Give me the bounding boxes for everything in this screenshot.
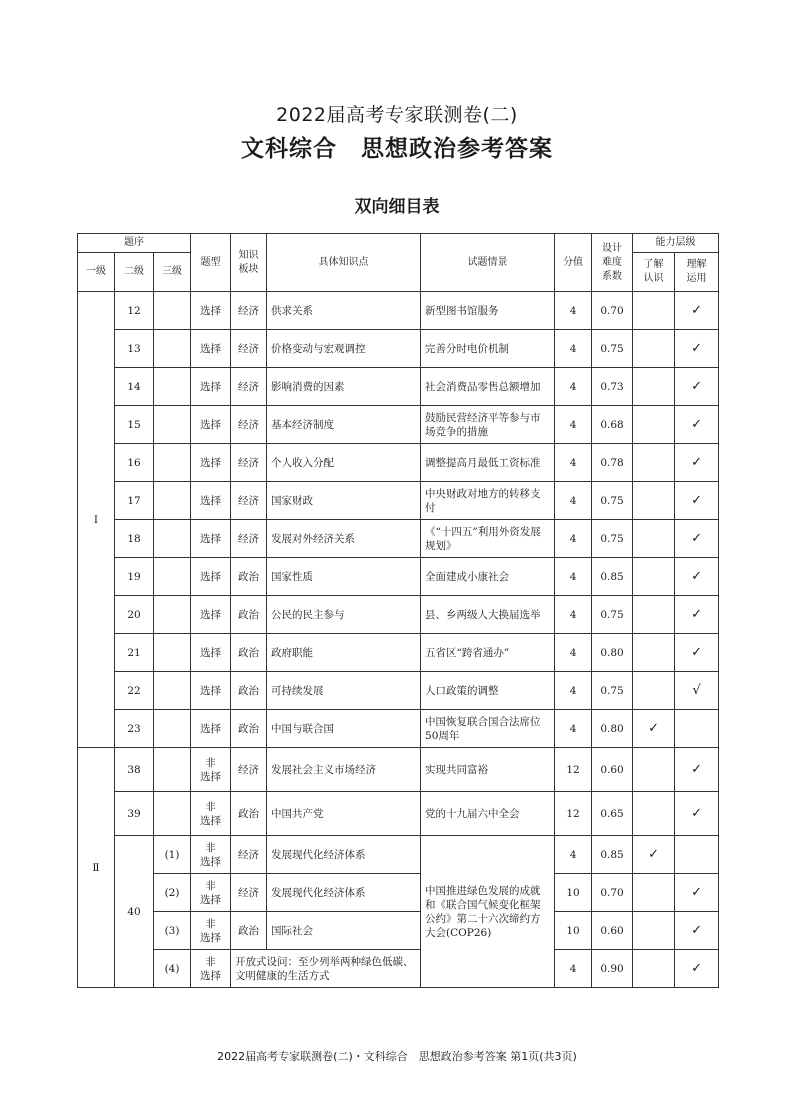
sub-question — [154, 330, 191, 368]
knowledge-point: 中国共产党 — [267, 792, 421, 836]
type-line2: 选择 — [200, 770, 222, 783]
knowledge-point: 基本经济制度 — [267, 406, 421, 444]
header-block — [231, 234, 267, 292]
sub-question: (3) — [154, 912, 191, 950]
type-line1: 非 — [205, 841, 216, 854]
table-row — [78, 520, 719, 558]
header-diff-line1: 设计 — [602, 242, 623, 254]
difficulty-cell: 0.65 — [592, 792, 633, 836]
ability-know-check — [633, 950, 675, 988]
sub-question — [154, 406, 191, 444]
knowledge-block: 经济 — [231, 368, 267, 406]
table-row — [78, 596, 719, 634]
table-row — [78, 406, 719, 444]
header-ab2-line1: 理解 — [686, 259, 707, 270]
difficulty-cell: 0.73 — [592, 368, 633, 406]
header-type: 题型 — [191, 234, 231, 292]
score-cell: 4 — [555, 950, 592, 988]
difficulty-cell: 0.80 — [592, 634, 633, 672]
scenario-cell: 全面建成小康社会 — [421, 558, 555, 596]
knowledge-block: 政治 — [231, 710, 267, 748]
ability-know-check — [633, 368, 675, 406]
table-row — [78, 950, 719, 988]
question-number: 13 — [115, 330, 154, 368]
question-number: 19 — [115, 558, 154, 596]
difficulty-cell: 0.60 — [592, 748, 633, 792]
scenario-cell: 党的十九届六中全会 — [421, 792, 555, 836]
sub-question — [154, 558, 191, 596]
scenario-cell: 新型图书馆服务 — [421, 292, 555, 330]
ability-apply-check: ✓ — [675, 874, 719, 912]
ability-apply-check: ✓ — [675, 406, 719, 444]
knowledge-point: 价格变动与宏观调控 — [267, 330, 421, 368]
knowledge-point: 供求关系 — [267, 292, 421, 330]
knowledge-point: 开放式设问：至少列举两种绿色低碳、文明健康的生活方式 — [231, 950, 421, 988]
ability-know-check — [633, 406, 675, 444]
knowledge-point: 发展现代化经济体系 — [267, 874, 421, 912]
knowledge-block: 经济 — [231, 836, 267, 874]
type-line2: 选择 — [200, 814, 222, 827]
ability-apply-check: ✓ — [675, 520, 719, 558]
type-cell: 选择 — [191, 330, 231, 368]
ability-know-check — [633, 444, 675, 482]
score-cell: 4 — [555, 368, 592, 406]
sub-question: (1) — [154, 836, 191, 874]
ability-know-check: ✓ — [633, 836, 675, 874]
table-row — [78, 368, 719, 406]
ability-know-check — [633, 792, 675, 836]
ability-know-check — [633, 558, 675, 596]
sub-question — [154, 444, 191, 482]
ability-know-check — [633, 596, 675, 634]
type-line2: 选择 — [200, 893, 222, 906]
knowledge-point: 政府职能 — [267, 634, 421, 672]
header-scenario: 试题情景 — [421, 234, 555, 292]
page-footer: 2022届高考专家联测卷(二)・文科综合 思想政治参考答案 第1页(共3页) — [217, 1050, 577, 1063]
specification-table — [77, 233, 719, 988]
knowledge-block: 经济 — [231, 292, 267, 330]
score-cell: 10 — [555, 874, 592, 912]
score-cell: 4 — [555, 482, 592, 520]
ability-apply-check: ✓ — [675, 634, 719, 672]
difficulty-cell: 0.80 — [592, 710, 633, 748]
knowledge-block: 经济 — [231, 406, 267, 444]
ability-know-check — [633, 520, 675, 558]
header-ab1-line1: 了解 — [643, 259, 664, 270]
knowledge-point: 可持续发展 — [267, 672, 421, 710]
ability-apply-check — [675, 836, 719, 874]
difficulty-cell: 0.60 — [592, 912, 633, 950]
section-two: Ⅱ — [78, 748, 115, 988]
knowledge-block: 经济 — [231, 482, 267, 520]
scenario-cell: 中央财政对地方的转移支付 — [421, 482, 555, 520]
question-number: 12 — [115, 292, 154, 330]
knowledge-point: 国家性质 — [267, 558, 421, 596]
scenario-cell-q40: 中国推进绿色发展的成就和《联合国气候变化框架公约》第二十六次缔约方大会(COP26) — [421, 836, 555, 988]
score-cell: 4 — [555, 672, 592, 710]
sub-question — [154, 748, 191, 792]
difficulty-cell: 0.85 — [592, 836, 633, 874]
sub-question — [154, 596, 191, 634]
knowledge-point: 影响消费的因素 — [267, 368, 421, 406]
table-row — [78, 444, 719, 482]
type-line1: 非 — [205, 800, 216, 813]
score-cell: 12 — [555, 748, 592, 792]
header-block-line2: 板块 — [238, 263, 259, 275]
header-diff-line2: 难度 — [602, 256, 623, 268]
header-ab1-line2: 认识 — [643, 273, 664, 284]
document-title: 2022届高考专家联测卷(二) — [276, 104, 518, 126]
table-row — [78, 634, 719, 672]
score-cell: 4 — [555, 292, 592, 330]
scenario-cell: 人口政策的调整 — [421, 672, 555, 710]
sub-question — [154, 792, 191, 836]
table-row — [78, 292, 719, 330]
table-row — [78, 558, 719, 596]
sub-question: (2) — [154, 874, 191, 912]
ability-apply-check: ✓ — [675, 482, 719, 520]
score-cell: 12 — [555, 792, 592, 836]
type-cell: 选择 — [191, 596, 231, 634]
sub-question — [154, 672, 191, 710]
knowledge-block: 政治 — [231, 792, 267, 836]
question-number: 18 — [115, 520, 154, 558]
type-line1: 非 — [205, 955, 216, 968]
table-row — [78, 482, 719, 520]
sub-question — [154, 520, 191, 558]
ability-know-check — [633, 330, 675, 368]
question-number: 14 — [115, 368, 154, 406]
knowledge-point: 国际社会 — [267, 912, 421, 950]
header-ability-apply — [675, 253, 719, 292]
ability-know-check — [633, 482, 675, 520]
type-line2: 选择 — [200, 969, 222, 982]
type-line1: 非 — [205, 879, 216, 892]
difficulty-cell: 0.75 — [592, 482, 633, 520]
table-row — [78, 836, 719, 874]
table-row — [78, 912, 719, 950]
header-level1: 一级 — [78, 253, 115, 292]
table-row — [78, 874, 719, 912]
knowledge-point: 发展社会主义市场经济 — [267, 748, 421, 792]
type-cell — [191, 874, 231, 912]
ability-apply-check: ✓ — [675, 950, 719, 988]
ability-apply-check: ✓ — [675, 444, 719, 482]
knowledge-point: 发展对外经济关系 — [267, 520, 421, 558]
ability-know-check — [633, 634, 675, 672]
scenario-cell: 社会消费品零售总额增加 — [421, 368, 555, 406]
score-cell: 4 — [555, 596, 592, 634]
knowledge-block: 经济 — [231, 520, 267, 558]
question-number: 38 — [115, 748, 154, 792]
knowledge-point: 中国与联合国 — [267, 710, 421, 748]
header-ability: 能力层级 — [633, 234, 719, 253]
score-cell: 4 — [555, 836, 592, 874]
header-level3: 三级 — [154, 253, 191, 292]
ability-apply-check: ✓ — [675, 330, 719, 368]
table-row — [78, 672, 719, 710]
ability-apply-check: ✓ — [675, 912, 719, 950]
header-ability-know — [633, 253, 675, 292]
header-level2: 二级 — [115, 253, 154, 292]
sub-question — [154, 710, 191, 748]
difficulty-cell: 0.75 — [592, 596, 633, 634]
knowledge-block: 经济 — [231, 748, 267, 792]
header-difficulty — [592, 234, 633, 292]
difficulty-cell: 0.75 — [592, 330, 633, 368]
question-number: 17 — [115, 482, 154, 520]
ability-know-check — [633, 912, 675, 950]
question-number: 22 — [115, 672, 154, 710]
knowledge-block: 政治 — [231, 912, 267, 950]
type-cell: 选择 — [191, 520, 231, 558]
difficulty-cell: 0.68 — [592, 406, 633, 444]
sub-question — [154, 368, 191, 406]
ability-know-check — [633, 748, 675, 792]
knowledge-block: 经济 — [231, 444, 267, 482]
ability-apply-check: ✓ — [675, 368, 719, 406]
type-cell: 选择 — [191, 558, 231, 596]
knowledge-block: 经济 — [231, 330, 267, 368]
ability-apply-check: ✓ — [675, 558, 719, 596]
header-ab2-line2: 运用 — [686, 273, 707, 284]
scenario-cell: 五省区“跨省通办” — [421, 634, 555, 672]
type-cell: 选择 — [191, 482, 231, 520]
ability-apply-check: ✓ — [675, 792, 719, 836]
knowledge-block: 经济 — [231, 874, 267, 912]
table-row — [78, 710, 719, 748]
type-cell: 选择 — [191, 406, 231, 444]
score-cell: 4 — [555, 520, 592, 558]
sub-question — [154, 482, 191, 520]
difficulty-cell: 0.75 — [592, 520, 633, 558]
difficulty-cell: 0.85 — [592, 558, 633, 596]
difficulty-cell: 0.70 — [592, 874, 633, 912]
knowledge-point: 个人收入分配 — [267, 444, 421, 482]
scenario-cell: 完善分时电价机制 — [421, 330, 555, 368]
knowledge-block: 政治 — [231, 558, 267, 596]
type-cell: 选择 — [191, 672, 231, 710]
question-number: 23 — [115, 710, 154, 748]
scenario-cell: 县、乡两级人大换届选举 — [421, 596, 555, 634]
type-cell — [191, 792, 231, 836]
sub-question — [154, 292, 191, 330]
difficulty-cell: 0.78 — [592, 444, 633, 482]
scenario-cell: 中国恢复联合国合法席位50周年 — [421, 710, 555, 748]
knowledge-block: 政治 — [231, 634, 267, 672]
sub-question — [154, 634, 191, 672]
difficulty-cell: 0.75 — [592, 672, 633, 710]
type-cell — [191, 748, 231, 792]
type-cell: 选择 — [191, 710, 231, 748]
score-cell: 4 — [555, 710, 592, 748]
difficulty-cell: 0.70 — [592, 292, 633, 330]
type-line1: 非 — [205, 756, 216, 769]
type-cell: 选择 — [191, 444, 231, 482]
score-cell: 4 — [555, 330, 592, 368]
score-cell: 4 — [555, 406, 592, 444]
ability-apply-check: √ — [675, 672, 719, 710]
question-number: 20 — [115, 596, 154, 634]
scenario-cell: 鼓励民营经济平等参与市场竞争的措施 — [421, 406, 555, 444]
score-cell: 4 — [555, 634, 592, 672]
type-line1: 非 — [205, 917, 216, 930]
question-number: 21 — [115, 634, 154, 672]
type-cell: 选择 — [191, 634, 231, 672]
header-score: 分值 — [555, 234, 592, 292]
ability-know-check — [633, 672, 675, 710]
document-subtitle: 文科综合 思想政治参考答案 — [241, 136, 553, 162]
score-cell: 10 — [555, 912, 592, 950]
ability-apply-check — [675, 710, 719, 748]
table-row — [78, 330, 719, 368]
header-knowledge: 具体知识点 — [267, 234, 421, 292]
ability-apply-check: ✓ — [675, 748, 719, 792]
difficulty-cell: 0.90 — [592, 950, 633, 988]
question-number: 39 — [115, 792, 154, 836]
type-cell — [191, 836, 231, 874]
header-block-line1: 知识 — [238, 249, 259, 261]
scenario-cell: 调整提高月最低工资标准 — [421, 444, 555, 482]
type-cell — [191, 950, 231, 988]
table-row — [78, 792, 719, 836]
header-row-1 — [78, 234, 719, 253]
type-cell: 选择 — [191, 368, 231, 406]
table-title: 双向细目表 — [354, 197, 440, 217]
knowledge-point: 发展现代化经济体系 — [267, 836, 421, 874]
question-number-40: 40 — [115, 836, 154, 988]
ability-know-check — [633, 292, 675, 330]
ability-know-check — [633, 874, 675, 912]
scenario-cell: 《“十四五”利用外资发展规划》 — [421, 520, 555, 558]
question-number: 16 — [115, 444, 154, 482]
table-row — [78, 748, 719, 792]
type-line2: 选择 — [200, 931, 222, 944]
question-number: 15 — [115, 406, 154, 444]
score-cell: 4 — [555, 444, 592, 482]
type-line2: 选择 — [200, 855, 222, 868]
header-diff-line3: 系数 — [602, 270, 623, 282]
score-cell: 4 — [555, 558, 592, 596]
ability-know-check: ✓ — [633, 710, 675, 748]
type-cell — [191, 912, 231, 950]
section-one: Ⅰ — [78, 292, 115, 748]
knowledge-block: 政治 — [231, 672, 267, 710]
ability-apply-check: ✓ — [675, 596, 719, 634]
scenario-cell: 实现共同富裕 — [421, 748, 555, 792]
ability-apply-check: ✓ — [675, 292, 719, 330]
header-tixu: 题序 — [78, 234, 191, 253]
sub-question: (4) — [154, 950, 191, 988]
knowledge-point: 国家财政 — [267, 482, 421, 520]
type-cell: 选择 — [191, 292, 231, 330]
knowledge-block: 政治 — [231, 596, 267, 634]
knowledge-point: 公民的民主参与 — [267, 596, 421, 634]
